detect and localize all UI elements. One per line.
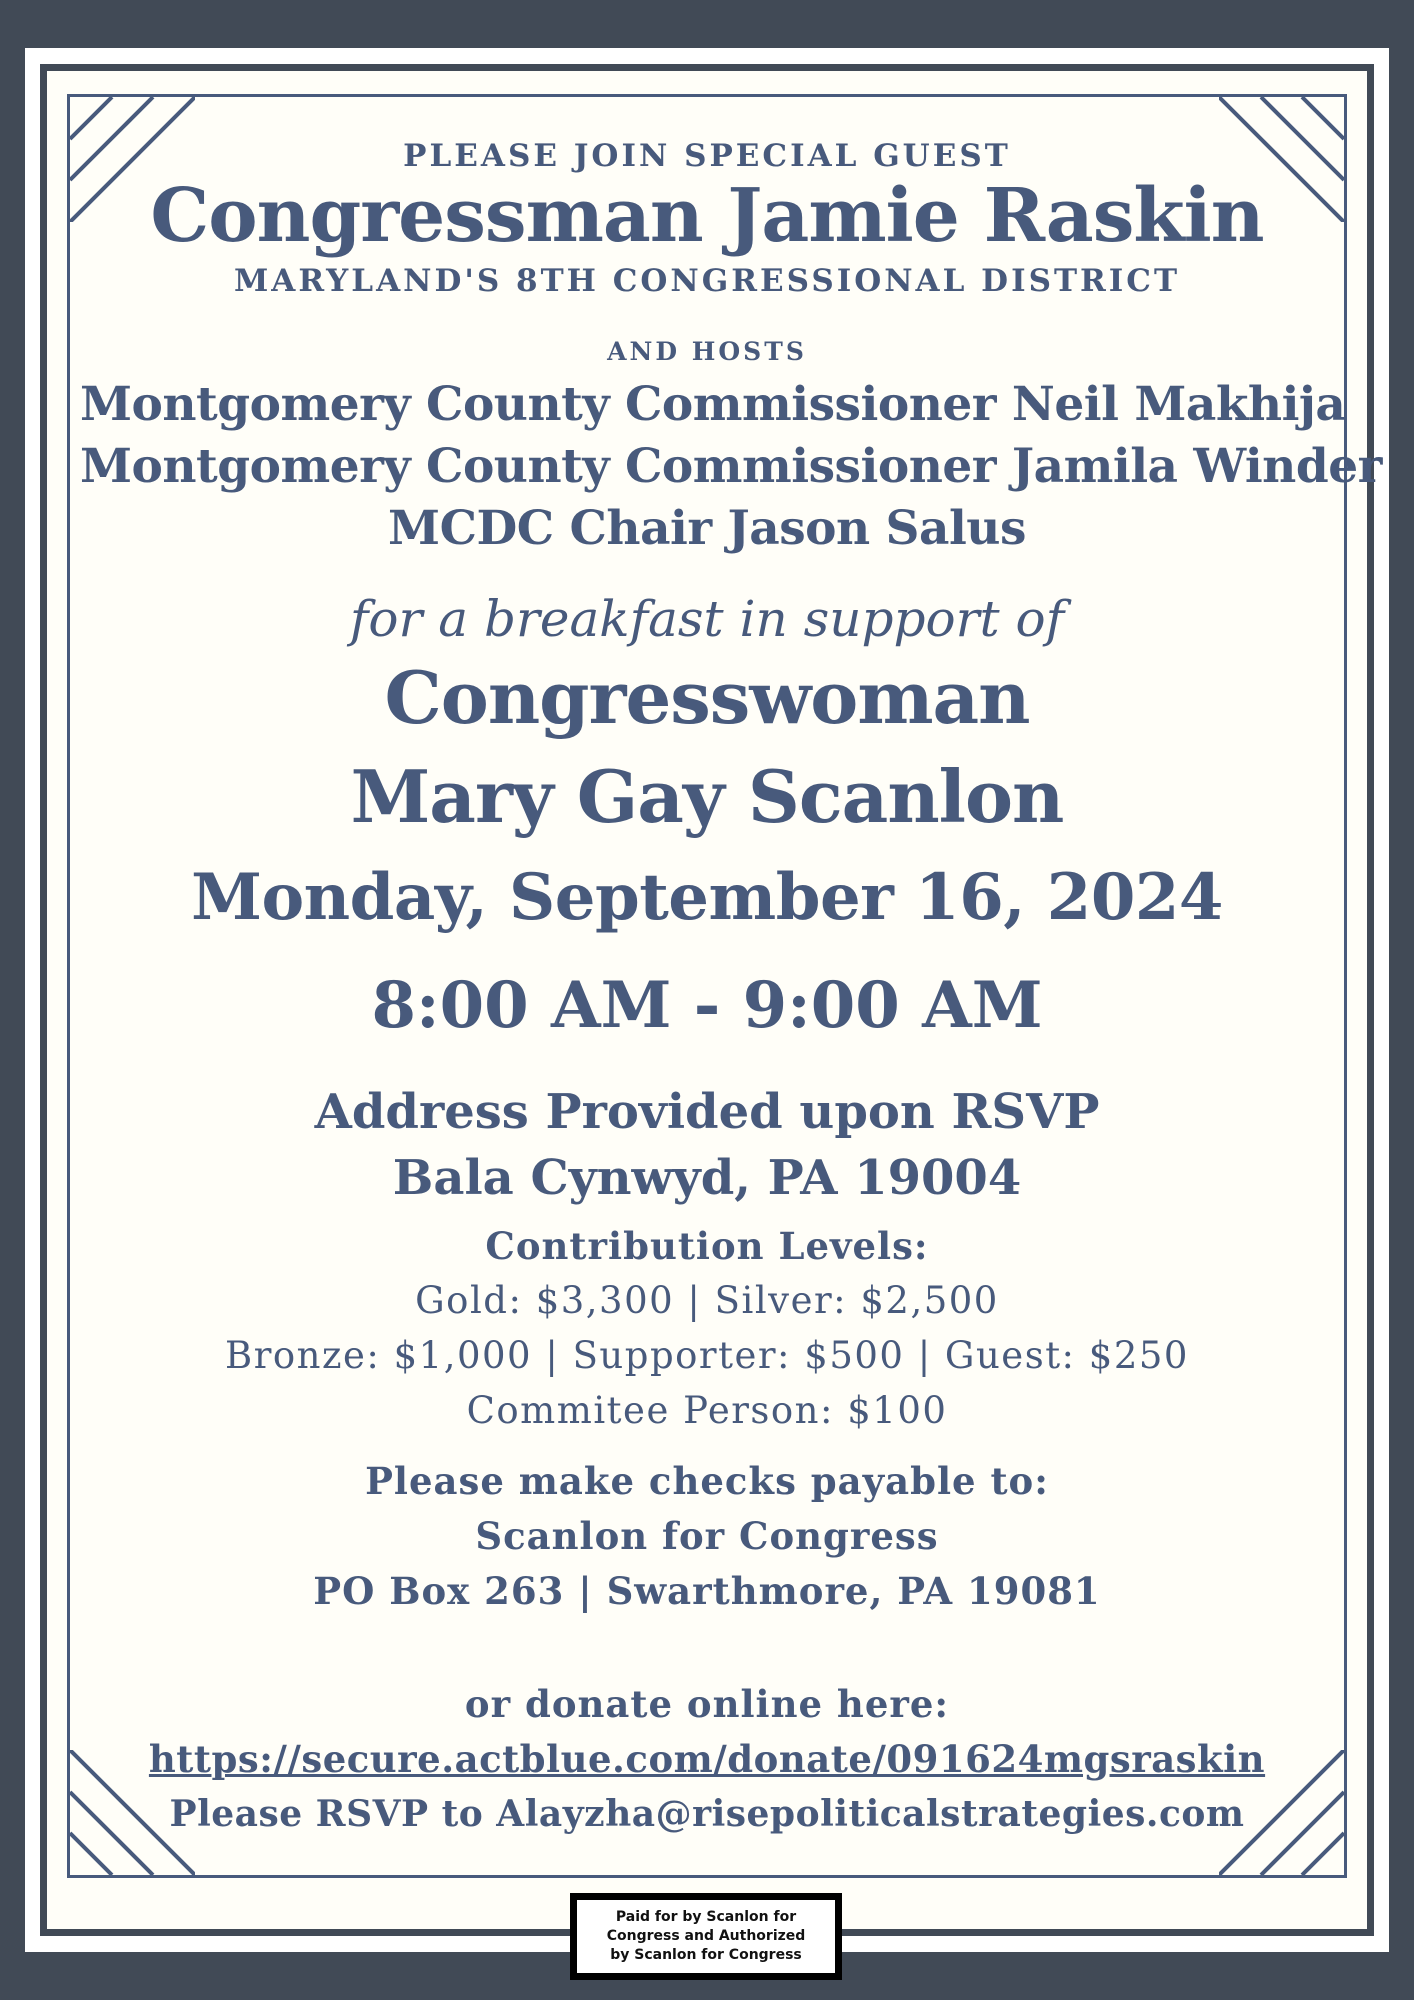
- honoree-title: Congresswoman: [384, 655, 1030, 740]
- checks-payee: Scanlon for Congress: [475, 1514, 939, 1558]
- donation-link[interactable]: https://secure.actblue.com/donate/091624mgsraskin: [148, 1737, 1266, 1781]
- event-date: Monday, September 16, 2024: [191, 860, 1223, 935]
- paid-for-disclaimer-box: [570, 1893, 842, 1980]
- paid-for-disclaimer: Paid for by Scanlon for Congress and Authorized by Scanlon for Congress: [606, 1909, 806, 1963]
- rsvp-text: Please RSVP to Alayzha@risepoliticalstrategies.com: [169, 1793, 1245, 1835]
- contribution-level: Commitee Person: $100: [466, 1389, 948, 1432]
- special-guest-name: Congressman Jamie Raskin: [150, 173, 1264, 259]
- hosts-label: AND HOSTS: [607, 337, 807, 366]
- host-name: Montgomery County Commissioner Jamila Winder: [80, 439, 1382, 494]
- event-purpose: for a breakfast in support of: [349, 590, 1065, 648]
- checks-address: PO Box 263 | Swarthmore, PA 19081: [313, 1569, 1101, 1613]
- checks-heading: Please make checks payable to:: [365, 1459, 1049, 1503]
- contribution-heading: Contribution Levels:: [485, 1224, 929, 1268]
- event-city: Bala Cynwyd, PA 19004: [392, 1150, 1022, 1206]
- contribution-level: Bronze: $1,000 | Supporter: $500 | Guest: $250: [225, 1334, 1189, 1377]
- intro-text: PLEASE JOIN SPECIAL GUEST: [403, 138, 1011, 174]
- host-name: MCDC Chair Jason Salus: [388, 501, 1026, 556]
- honoree-name: Mary Gay Scanlon: [350, 754, 1064, 839]
- guest-district: MARYLAND'S 8TH CONGRESSIONAL DISTRICT: [233, 263, 1181, 299]
- event-address: Address Provided upon RSVP: [314, 1084, 1100, 1140]
- host-name: Montgomery County Commissioner Neil Makhija: [80, 377, 1346, 432]
- contribution-level: Gold: $3,300 | Silver: $2,500: [415, 1279, 999, 1322]
- donate-online-label: or donate online here:: [464, 1682, 950, 1726]
- event-time: 8:00 AM - 9:00 AM: [371, 968, 1043, 1043]
